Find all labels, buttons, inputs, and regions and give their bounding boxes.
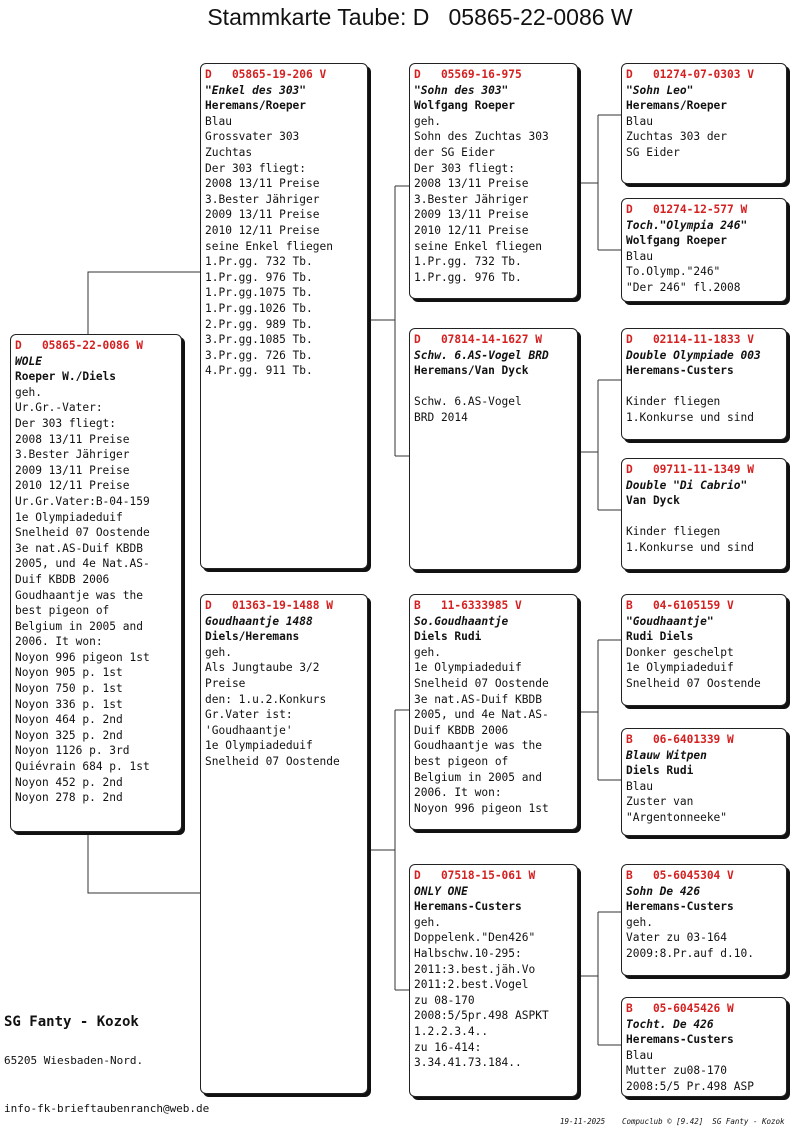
owner-email[interactable]: info-fk-brieftaubenranch@web.de bbox=[4, 1102, 210, 1115]
card-line: "Der 246" fl.2008 bbox=[626, 280, 741, 294]
card-line: 1.Konkurse und sind bbox=[626, 540, 754, 554]
card-line: 1e Olympiadeduif bbox=[414, 661, 522, 675]
card-notes bbox=[626, 915, 780, 962]
card-line: 2010 12/11 Preise bbox=[205, 223, 320, 237]
footer-date: 19-11-2025 bbox=[560, 1117, 606, 1126]
card-line: 2009 13/11 Preise bbox=[205, 208, 320, 222]
breeder: Heremans/Van Dyck bbox=[414, 364, 529, 378]
card-notes bbox=[414, 114, 571, 286]
breeder: Diels Rudi bbox=[626, 764, 694, 778]
card-line: 2008 13/11 Preise bbox=[414, 177, 529, 191]
card-line: best pigeon of bbox=[414, 754, 509, 768]
card-line: Zuchtas 303 der bbox=[626, 130, 728, 144]
card-line: geh. bbox=[414, 915, 441, 929]
card-line: 3.Bester Jähriger bbox=[414, 192, 529, 206]
card-line: Snelheid 07 Oostende bbox=[205, 754, 340, 768]
card-line: den: 1.u.2.Konkurs bbox=[205, 692, 327, 706]
card-line: Ur.Gr.Vater:B-04-159 bbox=[15, 494, 150, 508]
card-line: Ur.Gr.-Vater: bbox=[15, 401, 103, 415]
card-line: Gr.Vater ist: bbox=[205, 708, 293, 722]
pigeon-card-dam-dam[interactable] bbox=[409, 864, 578, 1097]
card-line: best pigeon of bbox=[15, 604, 110, 618]
card-line: 2008 13/11 Preise bbox=[205, 177, 320, 191]
breeder: Wolfgang Roeper bbox=[414, 99, 516, 113]
card-line: Noyon 452 p. 2nd bbox=[15, 775, 123, 789]
pigeon-card-ggp-4[interactable] bbox=[621, 458, 787, 570]
card-line: Belgium in 2005 and bbox=[414, 770, 542, 784]
card-line: 2006. It won: bbox=[414, 786, 502, 800]
card-notes bbox=[414, 379, 571, 426]
card-line: 1.Pr.gg.1075 Tb. bbox=[205, 286, 313, 300]
card-line: 3.Pr.gg. 726 Tb. bbox=[205, 348, 313, 362]
ring-number: D 02114-11-1833 V bbox=[626, 333, 754, 346]
card-line: Duif KBDB 2006 bbox=[414, 723, 509, 737]
card-line: Snelheid 07 Oostende bbox=[15, 526, 150, 540]
breeder: Roeper W./Diels bbox=[15, 370, 117, 384]
ring-number: D 01274-12-577 W bbox=[626, 203, 748, 216]
card-line: 1.Pr.gg. 732 Tb. bbox=[414, 255, 522, 269]
pigeon-card-ggp-2[interactable] bbox=[621, 198, 787, 302]
breeder: Heremans-Custers bbox=[414, 900, 522, 914]
card-line: Blau bbox=[626, 1048, 653, 1062]
card-line: Snelheid 07 Oostende bbox=[626, 676, 761, 690]
card-line: 2010 12/11 Preise bbox=[15, 479, 130, 493]
pigeon-name: Goudhaantje 1488 bbox=[205, 614, 313, 628]
breeder: Diels/Heremans bbox=[205, 630, 300, 644]
card-line: Halbschw.10-295: bbox=[414, 946, 522, 960]
pigeon-card-sire-dam[interactable] bbox=[409, 328, 578, 570]
breeder: Van Dyck bbox=[626, 494, 680, 508]
pigeon-card-ggp-7[interactable] bbox=[621, 864, 787, 976]
card-line: zu 08-170 bbox=[414, 993, 475, 1007]
card-line: Der 303 fliegt: bbox=[15, 416, 117, 430]
card-line: 4.Pr.gg. 911 Tb. bbox=[205, 364, 313, 378]
breeder: Heremans-Custers bbox=[626, 1033, 734, 1047]
pigeon-card-sire[interactable] bbox=[200, 63, 368, 569]
pigeon-name: Schw. 6.AS-Vogel BRD bbox=[414, 348, 549, 362]
ring-number: D 05569-16-975 bbox=[414, 68, 522, 81]
owner-name: SG Fanty - Kozok bbox=[4, 1014, 139, 1030]
ring-number: B 05-6045426 W bbox=[626, 1002, 734, 1015]
card-notes bbox=[414, 645, 571, 817]
ring-number: B 05-6045304 V bbox=[626, 869, 734, 882]
ring-number: D 05865-19-206 V bbox=[205, 68, 327, 81]
card-line: 1.2.2.3.4.. bbox=[414, 1024, 489, 1038]
card-line: 1e Olympiadeduif bbox=[205, 739, 313, 753]
card-notes bbox=[626, 645, 780, 692]
card-line: Donker geschelpt bbox=[626, 645, 734, 659]
card-line: 2009 13/11 Preise bbox=[414, 208, 529, 222]
card-line: Quiévrain 684 p. 1st bbox=[15, 760, 150, 774]
card-line: Vater zu 03-164 bbox=[626, 931, 728, 945]
ring-number: D 07518-15-061 W bbox=[414, 869, 536, 882]
pigeon-name: Blauw Witpen bbox=[626, 748, 707, 762]
card-line: Noyon 278 p. 2nd bbox=[15, 791, 123, 805]
card-line: "Argentonneeke" bbox=[626, 810, 728, 824]
card-line: Blau bbox=[205, 114, 232, 128]
pigeon-card-dam[interactable] bbox=[200, 594, 368, 1094]
pigeon-name: "Sohn des 303" bbox=[414, 83, 509, 97]
card-notes bbox=[626, 509, 780, 556]
card-line: 2008:5/5 Pr.498 ASP bbox=[626, 1079, 754, 1093]
card-line: Zuchtas bbox=[205, 145, 253, 159]
pigeon-name: "Enkel des 303" bbox=[205, 83, 307, 97]
card-line: geh. bbox=[626, 915, 653, 929]
ring-number: D 05865-22-0086 W bbox=[15, 339, 143, 352]
pigeon-card-ggp-5[interactable] bbox=[621, 594, 787, 706]
card-line: Kinder fliegen bbox=[626, 395, 721, 409]
card-line: Noyon 1126 p. 3rd bbox=[15, 744, 130, 758]
card-line: seine Enkel fliegen bbox=[414, 239, 542, 253]
card-line: 'Goudhaantje' bbox=[205, 723, 293, 737]
card-line: 3e nat.AS-Duif KBDB bbox=[414, 692, 542, 706]
pigeon-card-dam-sire[interactable] bbox=[409, 594, 578, 830]
card-line: geh. bbox=[414, 645, 441, 659]
card-line bbox=[626, 379, 780, 395]
ring-number: D 07814-14-1627 W bbox=[414, 333, 542, 346]
card-line: Belgium in 2005 and bbox=[15, 619, 143, 633]
pigeon-card-subject[interactable] bbox=[10, 334, 182, 832]
pigeon-card-ggp-3[interactable] bbox=[621, 328, 787, 440]
card-notes bbox=[15, 385, 175, 806]
card-line: 2.Pr.gg. 989 Tb. bbox=[205, 317, 313, 331]
card-line: geh. bbox=[205, 645, 232, 659]
card-line: 2011:2.best.Vogel bbox=[414, 978, 529, 992]
card-line: 2008 13/11 Preise bbox=[15, 432, 130, 446]
card-line: Blau bbox=[626, 249, 653, 263]
card-line: BRD 2014 bbox=[414, 410, 468, 424]
card-line: 2005, und 4e Nat.AS- bbox=[414, 708, 549, 722]
pigeon-name: Toch."Olympia 246" bbox=[626, 218, 748, 232]
card-line: Noyon 325 p. 2nd bbox=[15, 728, 123, 742]
page-title: Stammkarte Taube: D 05865-22-0086 W bbox=[207, 4, 633, 30]
card-line: Zuster van bbox=[626, 795, 694, 809]
card-line: Als Jungtaube 3/2 bbox=[205, 661, 320, 675]
card-line: seine Enkel fliegen bbox=[205, 239, 333, 253]
card-notes bbox=[205, 114, 361, 379]
card-line: 1e Olympiadeduif bbox=[626, 661, 734, 675]
card-line: zu 16-414: bbox=[414, 1040, 482, 1054]
pigeon-name: "Goudhaantje" bbox=[626, 614, 714, 628]
card-line: Goudhaantje was the bbox=[414, 739, 542, 753]
pigeon-name: ONLY ONE bbox=[414, 884, 468, 898]
pigeon-card-ggp-1[interactable] bbox=[621, 63, 787, 184]
card-line bbox=[414, 379, 571, 395]
card-line: Snelheid 07 Oostende bbox=[414, 676, 549, 690]
card-line: Noyon 750 p. 1st bbox=[15, 682, 123, 696]
card-notes bbox=[414, 915, 571, 1071]
card-line: 3e nat.AS-Duif KBDB bbox=[15, 541, 143, 555]
pigeon-card-ggp-6[interactable] bbox=[621, 728, 787, 836]
card-notes bbox=[626, 1048, 780, 1095]
card-line: 2011:3.best.jäh.Vo bbox=[414, 962, 536, 976]
card-line: Blau bbox=[626, 779, 653, 793]
card-line: Duif KBDB 2006 bbox=[15, 572, 110, 586]
card-line: 3.34.41.73.184.. bbox=[414, 1056, 522, 1070]
ring-number: B 04-6105159 V bbox=[626, 599, 734, 612]
card-line: 1.Pr.gg. 732 Tb. bbox=[205, 255, 313, 269]
breeder: Heremans/Roeper bbox=[626, 99, 728, 113]
card-line: Schw. 6.AS-Vogel bbox=[414, 395, 522, 409]
card-notes bbox=[626, 779, 780, 826]
breeder: Diels Rudi bbox=[414, 630, 482, 644]
card-line: Mutter zu08-170 bbox=[626, 1064, 728, 1078]
card-notes bbox=[626, 379, 780, 426]
card-line: 1.Pr.gg. 976 Tb. bbox=[414, 270, 522, 284]
breeder: Heremans/Roeper bbox=[205, 99, 307, 113]
card-line: 1.Konkurse und sind bbox=[626, 410, 754, 424]
owner-city: 65205 Wiesbaden-Nord. bbox=[4, 1054, 144, 1067]
footer-software: Compuclub © [9.42] SG Fanty - Kozok bbox=[622, 1117, 785, 1126]
card-line: 2006. It won: bbox=[15, 635, 103, 649]
ring-number: B 11-6333985 V bbox=[414, 599, 522, 612]
card-line: 3.Pr.gg.1085 Tb. bbox=[205, 333, 313, 347]
card-line bbox=[626, 509, 780, 525]
pigeon-name: Double "Di Cabrio" bbox=[626, 478, 748, 492]
card-line: Der 303 fliegt: bbox=[205, 161, 307, 175]
card-line: Noyon 336 p. 1st bbox=[15, 697, 123, 711]
pigeon-card-ggp-8[interactable] bbox=[621, 997, 787, 1097]
card-line: To.Olymp."246" bbox=[626, 265, 721, 279]
card-line: 3.Bester Jähriger bbox=[15, 448, 130, 462]
pigeon-name: So.Goudhaantje bbox=[414, 614, 509, 628]
card-line: 2010 12/11 Preise bbox=[414, 223, 529, 237]
card-line: Goudhaantje was the bbox=[15, 588, 143, 602]
card-line: Noyon 464 p. 2nd bbox=[15, 713, 123, 727]
ring-number: D 01274-07-0303 V bbox=[626, 68, 754, 81]
pigeon-name: WOLE bbox=[15, 354, 42, 368]
card-line: 1.Pr.gg. 976 Tb. bbox=[205, 270, 313, 284]
card-line: Noyon 905 p. 1st bbox=[15, 666, 123, 680]
pigeon-name: Sohn De 426 bbox=[626, 884, 701, 898]
card-line: SG Eider bbox=[626, 145, 680, 159]
card-line: 1e Olympiadeduif bbox=[15, 510, 123, 524]
card-line: Blau bbox=[626, 114, 653, 128]
card-line: 2009:8.Pr.auf d.10. bbox=[626, 946, 754, 960]
ring-number: B 06-6401339 W bbox=[626, 733, 734, 746]
card-notes bbox=[205, 645, 361, 770]
card-line: 2008:5/5pr.498 ASPKT bbox=[414, 1009, 549, 1023]
card-line: 3.Bester Jähriger bbox=[205, 192, 320, 206]
card-line: 2009 13/11 Preise bbox=[15, 463, 130, 477]
pigeon-name: Tocht. De 426 bbox=[626, 1017, 714, 1031]
breeder: Heremans-Custers bbox=[626, 900, 734, 914]
card-line: Sohn des Zuchtas 303 bbox=[414, 130, 549, 144]
card-line: 2005, und 4e Nat.AS- bbox=[15, 557, 150, 571]
ring-number: D 01363-19-1488 W bbox=[205, 599, 333, 612]
ring-number: D 09711-11-1349 W bbox=[626, 463, 754, 476]
card-line: der SG Eider bbox=[414, 145, 495, 159]
breeder: Heremans-Custers bbox=[626, 364, 734, 378]
pigeon-card-sire-sire[interactable] bbox=[409, 63, 578, 299]
breeder: Rudi Diels bbox=[626, 630, 694, 644]
card-line: Kinder fliegen bbox=[626, 525, 721, 539]
card-line: Grossvater 303 bbox=[205, 130, 300, 144]
card-line: Doppelenk."Den426" bbox=[414, 931, 536, 945]
card-line: Noyon 996 pigeon 1st bbox=[15, 650, 150, 664]
card-notes bbox=[626, 249, 780, 296]
card-line: 1.Pr.gg.1026 Tb. bbox=[205, 301, 313, 315]
breeder: Wolfgang Roeper bbox=[626, 234, 728, 248]
card-line: Der 303 fliegt: bbox=[414, 161, 516, 175]
pigeon-name: "Sohn Leo" bbox=[626, 83, 694, 97]
card-line: Preise bbox=[205, 676, 246, 690]
pigeon-name: Double Olympiade 003 bbox=[626, 348, 761, 362]
card-line: geh. bbox=[15, 385, 42, 399]
card-line: Noyon 996 pigeon 1st bbox=[414, 801, 549, 815]
card-notes bbox=[626, 114, 780, 161]
card-line: geh. bbox=[414, 114, 441, 128]
